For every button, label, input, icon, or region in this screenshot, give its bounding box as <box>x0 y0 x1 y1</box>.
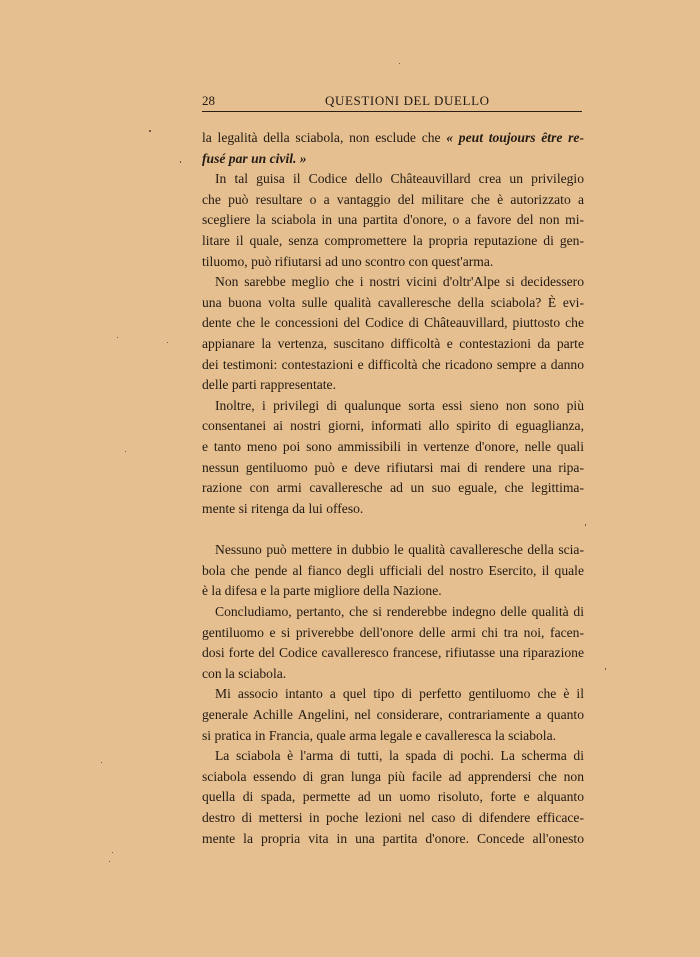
text-line: una buona volta sulle qualità cavalleresche della sciabola? È evi- <box>202 294 584 310</box>
text-line: consentanei ai nostri giorni, informati allo spirito di eguaglianza, <box>202 418 584 434</box>
page-number: 28 <box>202 93 215 108</box>
text-line: dei testimoni: contestazioni e difficoltà che ricadono sempre a danno <box>202 356 584 372</box>
text-line: La sciabola è l'arma di tutti, la spada di pochi. La scherma di <box>215 748 584 764</box>
text-line: gentiluomo e si priverebbe dell'onore delle armi chi tra noi, facen- <box>202 624 584 640</box>
text-line: delle parti rappresentate. <box>202 377 336 393</box>
text-line: quella di spada, permette ad un uomo risoluto, forte e alquanto <box>202 789 584 805</box>
text-line: Nessuno può mettere in dubbio le qualità cavalleresche della scia- <box>215 542 584 558</box>
paragraph <box>202 540 584 602</box>
italic-quote: « peut toujours être re- <box>446 130 584 145</box>
scan-speck <box>605 668 606 670</box>
text-line: Inoltre, i privilegi di qualunque sorta essi sieno non sono più <box>215 397 584 413</box>
text-line: Concludiamo, pertanto, che si renderebbe indegno delle qualità di <box>215 604 584 620</box>
scan-speck <box>585 524 586 526</box>
text-segment: la legalità della sciabola, non esclude che <box>202 130 447 145</box>
scan-speck <box>101 762 102 763</box>
text-line: sciabola essendo di gran lunga più facile ad apprendersi che non <box>202 768 584 784</box>
scan-speck <box>117 337 118 338</box>
scan-speck <box>112 852 113 853</box>
text-line: razione con armi cavalleresche ad un suo eguale, che legittima- <box>202 480 584 496</box>
paragraph <box>202 128 584 169</box>
text-line: è la difesa e la parte migliore della Nazione. <box>202 583 442 599</box>
text-line <box>202 149 584 170</box>
text-line: dente che le concessioni del Codice di Châteauvillard, piuttosto che <box>202 315 584 331</box>
text-line: mente la propria vita in una partita d'onore. Concede all'onesto <box>202 830 584 846</box>
text-line: Mi associo intanto a quel tipo di perfetto gentiluomo che è il <box>215 686 584 702</box>
paragraph <box>202 169 584 272</box>
text-line: e tanto meno poi sono ammissibili in vertenze d'onore, nelle quali <box>202 438 584 454</box>
scan-speck <box>399 63 400 64</box>
paragraph <box>202 602 584 684</box>
page-header <box>202 93 582 111</box>
text-line: nessun gentiluomo può e deve rifiutarsi mai di rendere una ripa- <box>202 459 584 475</box>
text-line: destro di mettersi in poche lezioni nel caso di difendere efficace- <box>202 810 584 825</box>
text-line: Non sarebbe meglio che i nostri vicini d'oltr'Alpe si decidessero <box>215 274 584 290</box>
text-line: In tal guisa il Codice dello Châteauvillard crea un privilegio <box>215 171 584 187</box>
paragraph <box>202 746 584 849</box>
paragraph <box>202 396 584 520</box>
paragraph <box>202 272 584 396</box>
scan-speck <box>109 861 110 862</box>
header-rule <box>202 111 582 112</box>
paragraph <box>202 684 584 746</box>
text-line: bola che pende al fianco degli ufficiali del nostro Esercito, il quale <box>202 562 584 578</box>
text-line: che può resultare o a vantaggio del militare che è autorizzato a <box>202 191 584 207</box>
text-line: con la sciabola. <box>202 665 287 681</box>
text-line: litare il quale, senza compromettere la propria reputazione di gen- <box>202 232 584 248</box>
running-title: QUESTIONI DEL DUELLO <box>325 93 490 108</box>
text-line: si pratica in Francia, quale arma legale e cavalleresca la sciabola. <box>202 727 557 743</box>
italic-quote: fusé par un civil. » <box>202 150 307 166</box>
text-line <box>202 128 584 149</box>
text-line: scegliere la sciabola in una partita d'onore, o a favore del non mi- <box>202 212 584 228</box>
scan-speck <box>149 130 151 132</box>
text-line: mente si ritenga da lui offeso. <box>202 500 364 516</box>
text-line: tiluomo, può rifiutarsi ad uno scontro con quest'arma. <box>202 253 494 269</box>
scan-speck <box>167 342 168 343</box>
paragraph-gap <box>202 519 584 540</box>
text-line: generale Achille Angelini, nel considerare, contrariamente a quanto <box>202 707 584 723</box>
body-text <box>202 128 584 849</box>
text-line: appianare la vertenza, suscitano difficoltà e contestazioni da parte <box>202 335 584 351</box>
text-line: dosi forte del Codice cavalleresco francese, rifiutasse una riparazione <box>202 645 584 661</box>
scan-speck <box>180 161 181 163</box>
scan-speck <box>125 451 126 452</box>
